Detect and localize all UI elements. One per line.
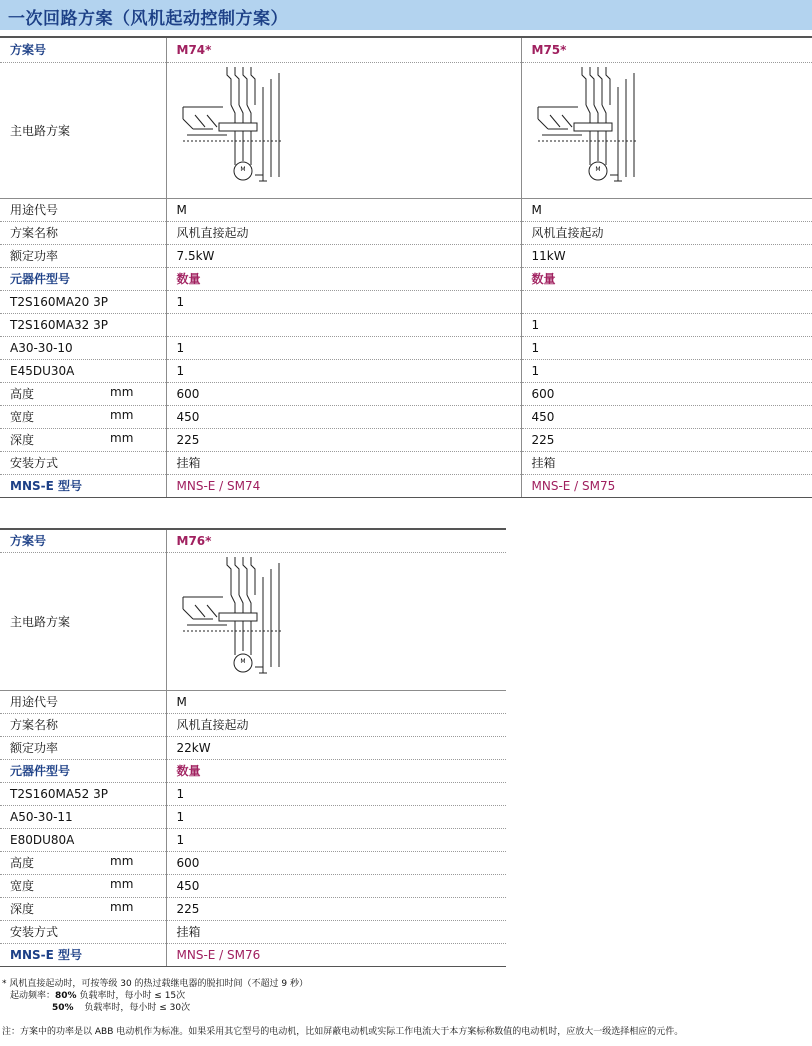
scheme-no-m76: M76* <box>166 529 506 552</box>
label-scheme-name: 方案名称 <box>0 221 166 244</box>
table-row <box>0 782 506 805</box>
mns-model-m75: MNS-E / SM75 <box>521 474 812 497</box>
title-bar <box>0 0 812 30</box>
cell: M <box>166 690 506 713</box>
cell: 600 <box>166 382 521 405</box>
label-use-code: 用途代号 <box>0 690 166 713</box>
table-row <box>0 851 506 874</box>
table-row <box>0 405 812 428</box>
note-text-2: 负载率时，每小时 ≤ 15次 <box>79 991 186 1001</box>
cell: 1 <box>521 336 812 359</box>
circuit-diagram-m75 <box>521 62 812 198</box>
table-row <box>0 805 506 828</box>
table-row <box>0 267 812 290</box>
table-row <box>0 290 812 313</box>
component-model: T2S160MA32 3P <box>0 313 166 336</box>
cell: 1 <box>521 313 812 336</box>
unit-mm: mm <box>110 408 134 422</box>
table-row <box>0 221 812 244</box>
cell: 挂箱 <box>166 451 521 474</box>
cell: 22kW <box>166 736 506 759</box>
label-height <box>0 851 166 874</box>
cell <box>166 313 521 336</box>
label-scheme-no: 方案号 <box>0 37 166 62</box>
cell: 挂箱 <box>166 920 506 943</box>
note-text-3: 负载率时，每小时 ≤ 30次 <box>84 1003 191 1013</box>
table-row <box>0 690 506 713</box>
cell: 225 <box>521 428 812 451</box>
label-rated-power: 额定功率 <box>0 736 166 759</box>
note-star: * <box>2 979 7 989</box>
label-rated-power: 额定功率 <box>0 244 166 267</box>
table-row <box>0 198 812 221</box>
unit-mm: mm <box>110 431 134 445</box>
note-prefix: 起动频率： <box>10 991 56 1001</box>
label-height <box>0 382 166 405</box>
label-mns-model: MNS-E 型号 <box>0 474 166 497</box>
label-depth <box>0 428 166 451</box>
unit-mm: mm <box>110 877 134 891</box>
component-model: E80DU80A <box>0 828 166 851</box>
circuit-diagram-m74 <box>166 62 521 198</box>
label-depth-text: 深度 <box>10 902 35 916</box>
cell: 450 <box>166 874 506 897</box>
scheme-table-2 <box>0 528 506 967</box>
cell: 1 <box>166 336 521 359</box>
scheme-no-m74: M74* <box>166 37 521 62</box>
note-pct-80: 80% <box>55 991 77 1001</box>
mns-model-m74: MNS-E / SM74 <box>166 474 521 497</box>
component-model: T2S160MA52 3P <box>0 782 166 805</box>
table-row <box>0 336 812 359</box>
label-install: 安装方式 <box>0 920 166 943</box>
circuit-diagram-m76 <box>166 552 506 690</box>
label-use-code: 用途代号 <box>0 198 166 221</box>
note-pct-50: 50% <box>52 1003 74 1013</box>
label-mns-model: MNS-E 型号 <box>0 943 166 966</box>
component-model: T2S160MA20 3P <box>0 290 166 313</box>
motor-symbol: M <box>594 166 601 173</box>
component-model: E45DU30A <box>0 359 166 382</box>
cell: 11kW <box>521 244 812 267</box>
motor-symbol: M <box>239 658 246 665</box>
table-row <box>0 382 812 405</box>
cell: 风机直接起动 <box>166 713 506 736</box>
table-row <box>0 428 812 451</box>
motor-symbol: M <box>239 166 246 173</box>
qty-header: 数量 <box>166 759 506 782</box>
table-row <box>0 897 506 920</box>
cell: 1 <box>166 805 506 828</box>
label-scheme-no: 方案号 <box>0 529 166 552</box>
cell: 1 <box>166 782 506 805</box>
cell: 600 <box>521 382 812 405</box>
scheme-no-m75: M75* <box>521 37 812 62</box>
table-row <box>0 62 812 198</box>
table-row <box>0 552 506 690</box>
table-row <box>0 943 506 966</box>
circuit-diagram-icon <box>177 555 297 687</box>
component-model: A50-30-11 <box>0 805 166 828</box>
label-install: 安装方式 <box>0 451 166 474</box>
table-row <box>0 759 506 782</box>
table-row <box>0 529 506 552</box>
note-line-3 <box>2 1002 810 1014</box>
unit-mm: mm <box>110 385 134 399</box>
label-height-text: 高度 <box>10 387 35 401</box>
cell: 1 <box>521 359 812 382</box>
cell: 风机直接起动 <box>166 221 521 244</box>
label-width <box>0 405 166 428</box>
label-component-model: 元器件型号 <box>0 267 166 290</box>
label-width-text: 宽度 <box>10 410 35 424</box>
cell: 风机直接起动 <box>521 221 812 244</box>
cell: 225 <box>166 428 521 451</box>
cell: 挂箱 <box>521 451 812 474</box>
scheme-table-1 <box>0 36 812 498</box>
page-title: 一次回路方案（风机起动控制方案） <box>8 9 288 29</box>
footer-text: 注：方案中的功率是以 ABB 电动机作为标准。如果采用其它型号的电动机，比如屏蔽电动机或实际工作电流大于本方案标称数值的电动机时，应放大一级选择相应的元件。 <box>2 1027 684 1037</box>
label-main-circuit: 主电路方案 <box>0 552 166 690</box>
cell: 225 <box>166 897 506 920</box>
table-row <box>0 474 812 497</box>
cell: 1 <box>166 828 506 851</box>
unit-mm: mm <box>110 854 134 868</box>
table-row <box>0 37 812 62</box>
table-row <box>0 736 506 759</box>
table-row <box>0 713 506 736</box>
component-model: A30-30-10 <box>0 336 166 359</box>
mns-model-m76: MNS-E / SM76 <box>166 943 506 966</box>
circuit-diagram-icon <box>177 65 297 195</box>
cell: 450 <box>166 405 521 428</box>
label-height-text: 高度 <box>10 856 35 870</box>
table-row <box>0 244 812 267</box>
note-line-2 <box>2 990 810 1002</box>
unit-mm: mm <box>110 900 134 914</box>
qty-header: 数量 <box>521 267 812 290</box>
cell: M <box>521 198 812 221</box>
cell: 450 <box>521 405 812 428</box>
cell: 600 <box>166 851 506 874</box>
label-main-circuit: 主电路方案 <box>0 62 166 198</box>
label-scheme-name: 方案名称 <box>0 713 166 736</box>
label-width <box>0 874 166 897</box>
qty-header: 数量 <box>166 267 521 290</box>
table-row <box>0 874 506 897</box>
label-depth-text: 深度 <box>10 433 35 447</box>
cell: 1 <box>166 359 521 382</box>
label-component-model: 元器件型号 <box>0 759 166 782</box>
notes-block <box>2 978 810 1014</box>
table-row <box>0 828 506 851</box>
table-row <box>0 359 812 382</box>
table-row <box>0 313 812 336</box>
label-width-text: 宽度 <box>10 879 35 893</box>
cell: M <box>166 198 521 221</box>
table-row <box>0 451 812 474</box>
cell: 1 <box>166 290 521 313</box>
cell: 7.5kW <box>166 244 521 267</box>
table-row <box>0 920 506 943</box>
note-line-1 <box>2 978 810 990</box>
label-depth <box>0 897 166 920</box>
note-text-1: 风机直接起动时，可按等级 30 的热过载继电器的脱扣时间（不超过 9 秒） <box>9 979 308 989</box>
footer-note <box>2 1026 810 1038</box>
cell <box>521 290 812 313</box>
circuit-diagram-icon <box>532 65 652 195</box>
